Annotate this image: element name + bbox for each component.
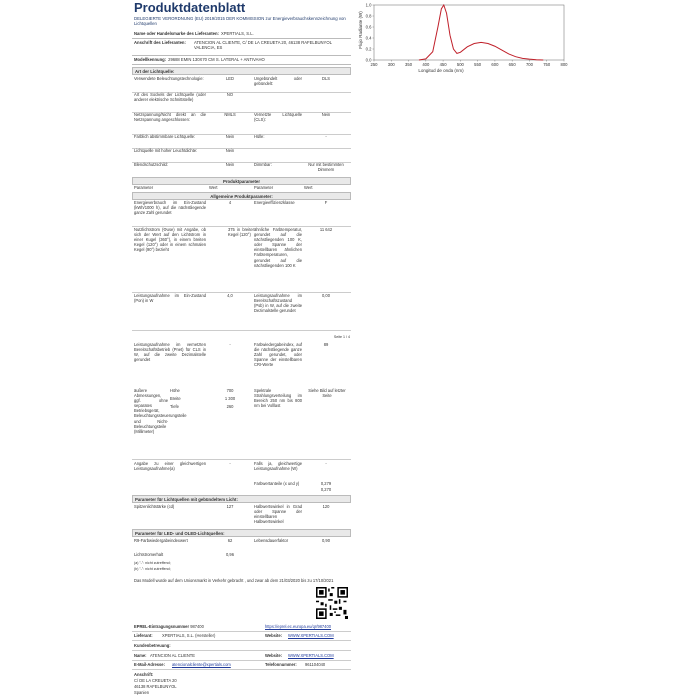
- address-label: Anschrift:: [134, 672, 154, 677]
- type-row-value: LED: [226, 76, 234, 81]
- supplier-value: XPERTIALS, S.L. (Hersteller): [162, 633, 216, 638]
- spectral-distribution-chart: [352, 0, 700, 80]
- x-tick-label: 450: [439, 62, 447, 67]
- col-param-2: Parameter: [254, 185, 274, 190]
- type-row-label: Farblich abstimmbare Lichtquelle:: [134, 134, 196, 139]
- email-label: E-Mail-Adresse:: [134, 662, 165, 667]
- spectrum-value: Siehe Bild auf letzter Seite: [308, 388, 346, 399]
- general-params-header: Allgemeine Produktparameter:: [132, 192, 351, 200]
- x-tick-label: 800: [560, 62, 568, 67]
- col-param-1: Parameter: [134, 185, 154, 190]
- energy-class-value: F: [324, 200, 328, 205]
- chromaticity-y: 0,270: [320, 487, 332, 492]
- cct-value: 11 642: [319, 227, 333, 232]
- footnote-a: (a) "-": nicht zutreffend;: [134, 561, 171, 565]
- params-header: Produktparameter: [132, 177, 351, 185]
- type-row-label-2: Dimmbar:: [254, 162, 272, 167]
- cri-value: 89: [323, 342, 329, 347]
- energy-consumption-label: Energieverbrauch im Ein-Zustand (kWh/1000 h), auf die nächstliegende ganze Zahl gerundet: [134, 200, 206, 216]
- type-row-value-2: Nein: [321, 112, 331, 117]
- supplier-name-value: XPERTIALS, S.L.: [220, 31, 254, 36]
- type-row-value-2: -: [325, 134, 327, 139]
- chart-ticks: [366, 3, 568, 68]
- chromaticity-x: 0,279: [320, 481, 332, 486]
- dimensions-label: äußere Abmessungen, ggf. ohne separates Betriebsgerät, Beleuchtungssteuerungsteile und Nicht-Beleuchtungsteile (Millimeter): [134, 388, 187, 434]
- divider: [132, 292, 351, 293]
- y-tick-label: 0.4: [365, 35, 372, 41]
- x-tick-label: 600: [491, 62, 499, 67]
- beam-angle-value: 120: [322, 504, 330, 509]
- regulation-subtitle: DELEGIERTE VERORDNUNG (EU) 2019/2015 DER KOMMISSION zur Energieverbrauchskennzeichnung von Lichtquellen: [134, 16, 346, 27]
- divider: [132, 650, 351, 651]
- x-axis-label: Longitud de onda (nm): [418, 68, 464, 73]
- page-title: Produktdatenblatt: [134, 0, 246, 15]
- divider: [132, 226, 351, 227]
- led-params-header: Parameter für LED- und OLED-Lichtquellen:: [132, 529, 351, 537]
- website-link[interactable]: WWW.XPERTIALS.COM: [288, 633, 334, 638]
- divider: [132, 669, 351, 670]
- standby-value: 0,00: [322, 293, 330, 298]
- divider: [132, 660, 351, 661]
- r9-value: 62: [227, 538, 233, 543]
- supplier-name-row: [132, 31, 351, 39]
- power-on-label: Leistungsaufnahme im Ein-Zustand (Pon) in W: [134, 293, 206, 304]
- type-row-value: Nein: [225, 148, 235, 153]
- eprel-value: 987400: [190, 624, 204, 629]
- y-axis-label: Flujo Radiante (W): [358, 11, 363, 49]
- supplier-address-label: Anschrift des Lieferanten:: [134, 40, 186, 45]
- supplier-label: Lieferant:: [134, 633, 153, 638]
- contact-name-label: Name:: [134, 653, 147, 658]
- page-number: Seite 1 / 4: [333, 335, 350, 339]
- type-row-label: Verwendete Beleuchtungstechnologie:: [134, 76, 204, 81]
- supplier-address-row: [132, 40, 351, 56]
- x-tick-label: 250: [370, 62, 378, 67]
- survival-factor-value: 0,90: [322, 538, 330, 543]
- chart-axes: [374, 5, 564, 60]
- x-tick-label: 700: [525, 62, 533, 67]
- y-tick-label: 1.0: [365, 2, 372, 8]
- chromaticity-label: Farbwertanteile (x und y): [254, 481, 300, 486]
- equivalent-power-label: Angabe zu einer gleichwertigen Leistungsaufnahme(a): [134, 461, 206, 472]
- supplier-address-value: ATENCION AL CLIENTE, C/ DE LA CREUETA 20, 46138 RAFELBUNYOL VALENCIA, ES: [194, 40, 332, 50]
- beam-angle-label: Halbwertswinkel in Grad oder Spanne der einstellbaren Halbwertswinkel: [254, 504, 302, 525]
- spectrum-label: Spektrale Strahlungsverteilung im Bereich 250 nm bis 800 nm bei Volllast: [254, 388, 302, 409]
- website-label: Website:: [265, 633, 282, 638]
- chart-series: [419, 5, 543, 60]
- model-row: [132, 57, 351, 65]
- energy-class-label: Energieeffizienzklasse: [254, 200, 295, 205]
- networked-standby-value: -: [229, 342, 231, 347]
- x-tick-label: 750: [543, 62, 551, 67]
- qr-code[interactable]: [316, 587, 348, 619]
- eprel-label: EPREL-Eintragungsnummer 987400: [134, 624, 204, 629]
- r9-label: R9-Farbwiedergabeindexwert: [134, 538, 188, 543]
- email-link[interactable]: atencionalcliente@xpertials.com: [172, 662, 231, 667]
- x-tick-label: 650: [508, 62, 516, 67]
- type-row-value: NO: [226, 92, 234, 97]
- lumen-maintenance-label: Lichtstromerhalt: [134, 552, 164, 557]
- type-row-label: Blendschutzschild:: [134, 162, 168, 167]
- lumen-maintenance-value: 0,96: [226, 552, 234, 557]
- type-row-value-2: Nur mit bestimmten Dimmern: [308, 162, 344, 173]
- plot-frame: [374, 5, 564, 60]
- y-tick-label: 0.2: [365, 46, 372, 52]
- luminous-flux-label: Nutzlichtstrom (Φuse) mit Angabe, ob sich der Wert auf den Lichtstrom in einer Kugel (360°), in einem breiten Kegel (120°) oder in einem schmalen Kegel (90°) bezieht: [134, 227, 206, 253]
- equivalent-power-2-value: -: [325, 461, 327, 466]
- website2-label: Website:: [265, 653, 282, 658]
- col-value-1: Wert: [209, 185, 218, 190]
- divider: [132, 631, 351, 632]
- supplier-name-label: Name oder Handelsmarke des Lieferanten:: [134, 31, 219, 36]
- model-label: Modellkennung:: [134, 57, 167, 62]
- address-line-3: Spanien: [134, 690, 150, 695]
- type-row-label-2: Hülle:: [254, 134, 265, 139]
- peak-intensity-label: Spitzenlichtstärke (cd): [134, 504, 175, 509]
- depth-label: Tiefe: [170, 404, 179, 409]
- model-value: 29688 EMIN 130X70 CM S. LATERAL + ANTIVAHO: [168, 57, 265, 62]
- equivalent-power-value: -: [229, 461, 231, 466]
- x-tick-label: 500: [456, 62, 464, 67]
- directional-header: Parameter für Lichtquellen mit gebündeltem Licht:: [132, 495, 351, 503]
- height-value: 700: [226, 388, 234, 393]
- height-label: Höhe: [170, 388, 180, 393]
- type-row-label: Art des Sockels der Lichtquelle (oder anderer elektrische Schnittstelle): [134, 92, 206, 103]
- x-tick-label: 300: [387, 62, 395, 67]
- type-row-value: Nein: [225, 162, 235, 167]
- type-row-value: Nein: [225, 134, 235, 139]
- website2-link[interactable]: WWW.XPERTIALS.COM: [288, 653, 334, 658]
- product-datasheet: [130, 0, 352, 700]
- footnote-b: (b) "-": nicht zutreffend;: [134, 567, 171, 571]
- phone-value: 961104040: [305, 662, 326, 667]
- col-value-2: Wert: [304, 185, 313, 190]
- eprel-link[interactable]: https://eprel.ec.europa.eu/qr/987400: [265, 624, 332, 629]
- x-tick-label: 550: [474, 62, 482, 67]
- divider: [132, 640, 351, 641]
- cri-label: Farbwiedergabeindex, auf die nächstliegende ganze Zahl gerundet, oder Spanne der einstellbaren CRI-Werte: [254, 342, 302, 368]
- light-source-type-header: Art der Lichtquelle:: [132, 67, 351, 75]
- y-tick-label: 0.8: [365, 13, 372, 19]
- contact-name-value: ATENCION AL CLIENTE: [150, 653, 196, 658]
- address-line-1: C/ DE LA CREUETA 20: [134, 678, 177, 683]
- x-tick-label: 400: [422, 62, 430, 67]
- equivalent-power-2-label: Falls ja, gleichwertige Leistungsaufnahme (W): [254, 461, 302, 472]
- type-row-value: NMLS: [224, 112, 236, 117]
- spectrum-series-line: [419, 5, 543, 60]
- networked-standby-label: Leistungsaufnahme im vernetzten Bereitschaftsbetrieb (Pnet) für CLS in W, auf die zweite Dezimalstelle gerundet: [134, 342, 206, 363]
- x-tick-label: 350: [405, 62, 413, 67]
- y-tick-label: 0.6: [365, 24, 372, 30]
- width-value: 1 300: [224, 396, 236, 401]
- survival-factor-label: Lebensdauerfaktor: [254, 538, 289, 543]
- divider: [132, 330, 351, 331]
- type-row-value-2: DLS: [322, 76, 330, 81]
- luminous-flux-value: 375 in breiter Kegel (120°): [228, 227, 254, 238]
- cct-label: ähnliche Farbtemperatur, gerundet auf die nächstliegenden 100 K, oder Spanne der einstellbaren ähnlichen Farbtemperaturen, gerundet auf die nächstliegenden 100 K: [254, 227, 302, 268]
- energy-consumption-value: 4: [228, 200, 232, 205]
- customer-service-label: Kundenbetreuung:: [134, 643, 171, 648]
- peak-intensity-value: 127: [226, 504, 234, 509]
- address-line-2: 46138 RAFELBUNYOL: [134, 684, 177, 689]
- type-row-label: Lichtquelle mit hoher Leuchtdichte:: [134, 148, 198, 153]
- standby-label: Leistungsaufnahme im Bereitschaftszustand (Psb) in W, auf die zweite Dezimalstelle gerundet: [254, 293, 302, 314]
- width-label: Breite: [170, 396, 181, 401]
- divider: [132, 459, 351, 460]
- phone-label: Telefonnummer:: [265, 662, 297, 667]
- depth-value: 260: [226, 404, 234, 409]
- type-row-label-2: Vernetzte Lichtquelle (CLS):: [254, 112, 302, 123]
- type-row-label: Netzspannung/Nicht direkt an die Netzspannung angeschlossen:: [134, 112, 206, 123]
- power-on-value: 4,0: [227, 293, 233, 298]
- type-row-label-2: Ungebündelt oder gebündelt:: [254, 76, 302, 87]
- market-placement-text: Das Modell wurde auf dem Unionsmarkt in Verkehr gebracht , und zwar ab dem 21/03/2020 bis zu 17/10/2021: [134, 578, 334, 583]
- y-tick-label: 0.0: [365, 57, 372, 63]
